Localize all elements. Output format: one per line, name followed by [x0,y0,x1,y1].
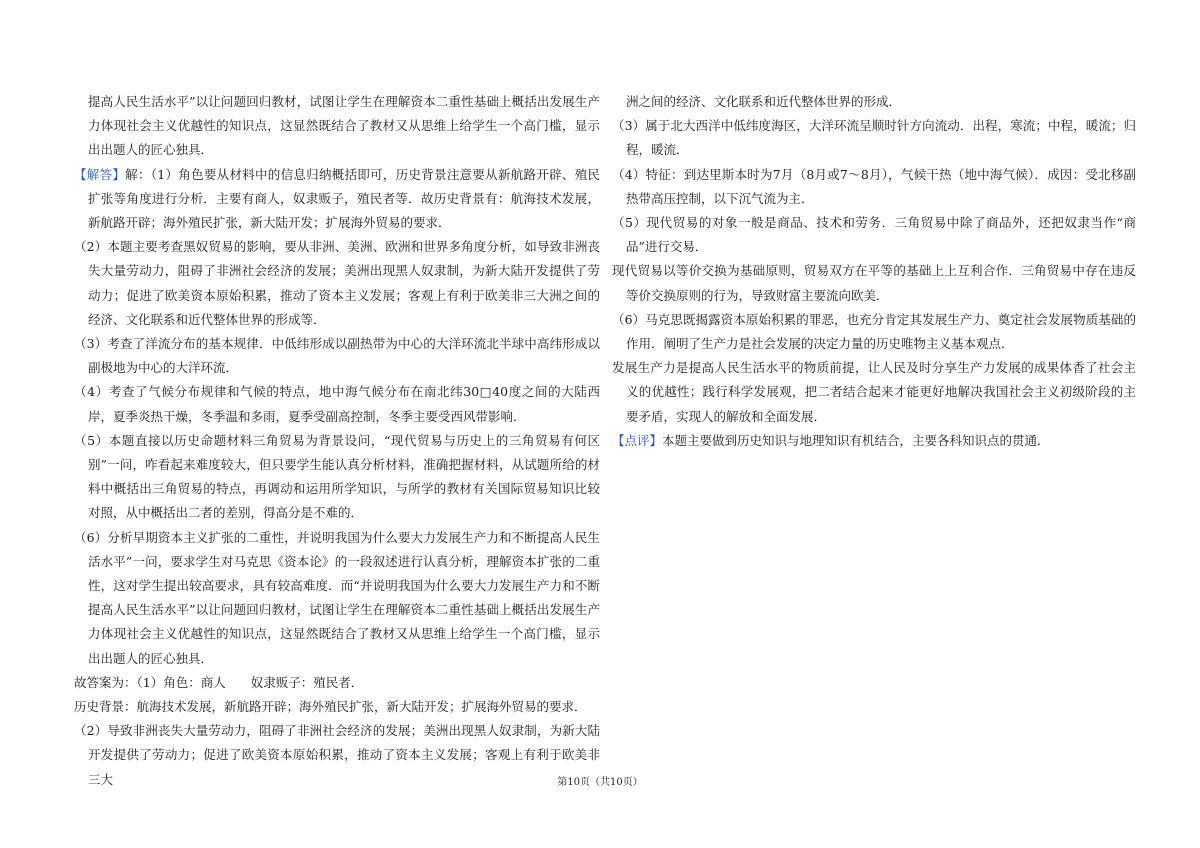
paragraph-continuation: 洲之间的经济、文化联系和近代整体世界的形成． [626,94,902,109]
answer-item-5-detail: 现代贸易以等价交换为基础原则，贸易双方在平等的基础上上互利合作．三角贸易中存在违反等价交换原则的行为，导致财富主要流向欧美． [612,263,1136,303]
right-column [612,90,1136,453]
comment-text: 本题主要做到历史知识与地理知识有机结合，主要各科知识点的贯通． [662,432,1050,448]
paragraph-item-5: （5）本题直接以历史命题材料三角贸易为背景设问，“现代贸易与历史上的三角贸易有何区别”一问，咋看起来难度较大，但只要学生能认真分析材料，准确把握材料，从试题所给的材料中概括出三角贸易的特点，再调动和运用所学知识，与所学的教材有关国际贸易知识比较对照，从中概括出二者的差别，得高分是不难的． [74,432,600,521]
paragraph-answer [74,163,600,236]
paragraph-comment [612,429,1136,453]
answer-item-5: （5）现代贸易的对象一般是商品、技术和劳务．三角贸易中除了商品外，还把奴隶当作“商品”进行交易． [612,215,1136,255]
answer-tag: 【解答】 [74,166,126,182]
paragraph-item-2: （2）本题主要考查黑奴贸易的影响，要从非洲、美洲、欧洲和世界多角度分析，如导致非洲丧失大量劳动力，阻碍了非洲社会经济的发展；美洲出现黑人奴隶制，为新大陆开发提供了劳动力；促进了欧美资本原始积累，推动了资本主义发展；客观上有利于欧美非三大洲之间的经济、文化联系和近代整体世界的形成等． [74,239,600,327]
paragraph-item-6: （6）分析早期资本主义扩张的二重性，并说明我国为什么要大力发展生产力和不断提高人民生活水平”一问，要求学生对马克思《资本论》的一段叙述进行认真分析，理解资本扩张的二重性，这对学生提出较高要求，具有较高难度．而“并说明我国为什么要大力发展生产力和不断提高人民生活水平”以让问题回归教材，试图让学生在理解资本二重性基础上概括出发展生产力体现社会主义优越性的知识点，这显然既结合了教材又从思维上给学生一个高门槛，显示出出题人的匠心独具． [74,529,600,666]
answer-summary: 故答案为：（1）角色：商人 奴隶贩子：殖民者． [74,674,364,690]
answer-item-2: （2）导致非洲丧失大量劳动力，阻碍了非洲社会经济的发展；美洲出现黑人奴隶制，为新大陆开发提供了劳动力；促进了欧美资本原始积累，推动了资本主义发展；客观上有利于欧美非三大 [74,723,600,787]
answer-item-3: （3）属于北大西洋中低纬度海区，大洋环流呈顺时针方向流动．出程，寒流；中程，暖流；归程，暖流． [612,118,1136,158]
paragraph-continuation: 提高人民生活水平”以让问题回归教材，试图让学生在理解资本二重性基础上概括出发展生产力体现社会主义优越性的知识点，这显然既结合了教材又从思维上给学生一个高门槛，显示出出题人的匠心独具． [88,94,600,158]
answer-item-6-detail: 发展生产力是提高人民生活水平的物质前提，让人民及时分享生产力发展的成果体香了社会主义的优越性；践行科学发展观，把二者结合起来才能更好地解决我国社会主义初级阶段的主要矛盾，实现人的解放和全面发展． [612,360,1136,424]
history-background: 历史背景：航海技术发展，新航路开辟；海外殖民扩张，新大陆开发；扩展海外贸易的要求． [74,699,587,715]
answer-item-6: （6）马克思既揭露资本原始积累的罪恶，也充分肯定其发展生产力、奠定社会发展物质基础的作用．阐明了生产力是社会发展的决定力量的历史唯物主义基本观点． [612,311,1136,352]
answer-item-4: （4）特征：到达里斯本时为7月（8月或7～8月），气候干热（地中海气候）．成因：受北移副热带高压控制，以下沉气流为主． [612,166,1136,206]
paragraph-item-4: （4）考查了气候分布规律和气候的特点，地中海气候分布在南北纬30□40度之间的大陆西岸，夏季炎热干燥，冬季温和多雨，夏季受副高控制，冬季主要受西风带影响． [74,384,600,424]
left-column [74,90,600,792]
page-footer: 第10页（共10页） [557,777,643,788]
comment-tag: 【点评】 [612,432,663,448]
paragraph-item-3: （3）考查了洋流分布的基本规律．中低纬形成以副热带为中心的大洋环流北半球中高纬形成以副极地为中心的大洋环流． [74,336,600,376]
answer-text: 解：（1）角色要从材料中的信息归纳概括即可，历史背景注意要从新航路开辟、殖民扩张等角度进行分析．主要有商人，奴隶贩子，殖民者等．故历史背景有：航海技术发展，新航路开辟；海外殖民扩张，新大陆开发；扩展海外贸易的要求． [88,166,600,231]
